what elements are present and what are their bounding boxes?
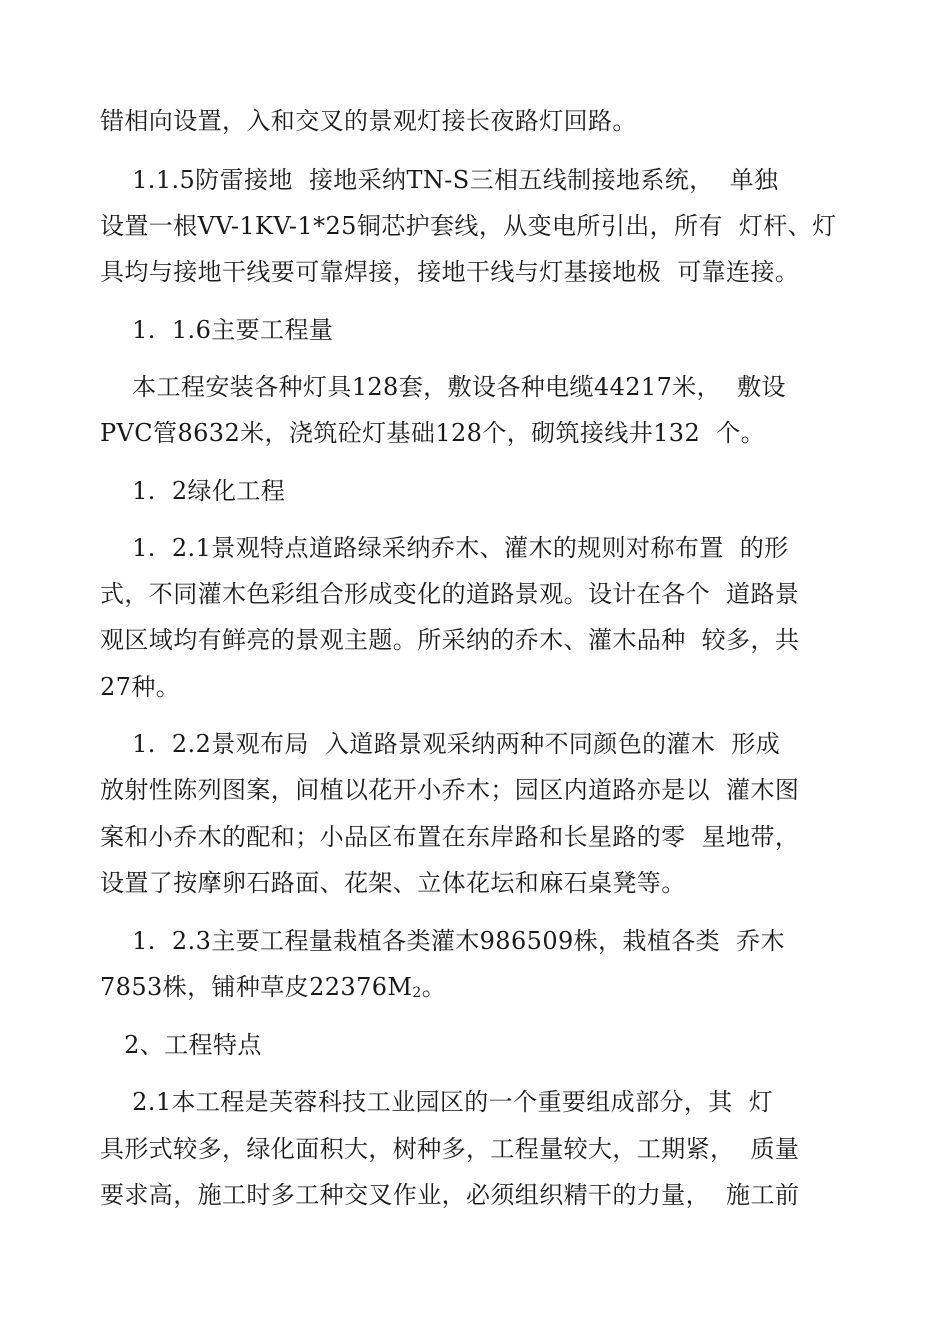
text-line: 1.1.5防雷接地 接地采纳TN-S三相五线制接地系统， 单独 xyxy=(100,166,779,194)
text-line: 设置一根VV-1KV-1*25铜芯护套线，从变电所引出，所有 灯杆、灯 xyxy=(100,212,837,240)
text-line: 错相向设置，入和交叉的景观灯接长夜路灯回路。 xyxy=(100,107,637,135)
text-line: 本工程安装各种灯具128套，敷设各种电缆44217米， 敷设 xyxy=(100,373,786,401)
text-line: 具均与接地干线要可靠焊接，接地干线与灯基接地极 可靠连接。 xyxy=(100,258,800,286)
text-line-area xyxy=(100,972,446,1002)
text-line: 1. 2绿化工程 xyxy=(100,477,286,505)
text-line: 1. 2.2景观布局 入道路景观采纳两种不同颜色的灌木 形成 xyxy=(100,730,781,758)
area-superscript: 2 xyxy=(412,985,422,1001)
text-line: 观区域均有鲜亮的景观主题。所采纳的乔木、灌木品种 较多，共 xyxy=(100,626,800,654)
text-line: 27种。 xyxy=(100,673,181,701)
text-line: 要求高，施工时多工种交叉作业，必须组织精干的力量， 施工前 xyxy=(100,1181,800,1209)
area-end: 。 xyxy=(421,973,447,1001)
text-line: 式，不同灌木色彩组合形成变化的道路景观。设计在各个 道路景 xyxy=(100,580,800,608)
text-line: 1. 1.6主要工程量 xyxy=(100,316,334,344)
text-line: 设置了按摩卵石路面、花架、立体花坛和麻石桌凳等。 xyxy=(100,869,686,897)
area-text: 7853株，铺种草皮22376M xyxy=(100,973,413,1001)
text-line: 具形式较多，绿化面积大，树种多，工程量较大，工期紧， 质量 xyxy=(100,1135,800,1163)
section-heading: 2、工程特点 xyxy=(100,1031,262,1059)
text-line: 1. 2.3主要工程量栽植各类灌木986509株，栽植各类 乔木 xyxy=(100,927,785,955)
text-line: 1. 2.1景观特点道路绿采纳乔木、灌木的规则对称布置 的形 xyxy=(100,534,789,562)
text-line: 案和小乔木的配和；小品区布置在东岸路和长星路的零 星地带， xyxy=(100,823,800,851)
text-line: PVC管8632米，浇筑砼灯基础128个，砌筑接线井132 个。 xyxy=(100,419,765,447)
text-line: 放射性陈列图案，间植以花开小乔木；园区内道路亦是以 灌木图 xyxy=(100,776,800,804)
text-line: 2.1本工程是芙蓉科技工业园区的一个重要组成部分，其 灯 xyxy=(100,1088,774,1116)
